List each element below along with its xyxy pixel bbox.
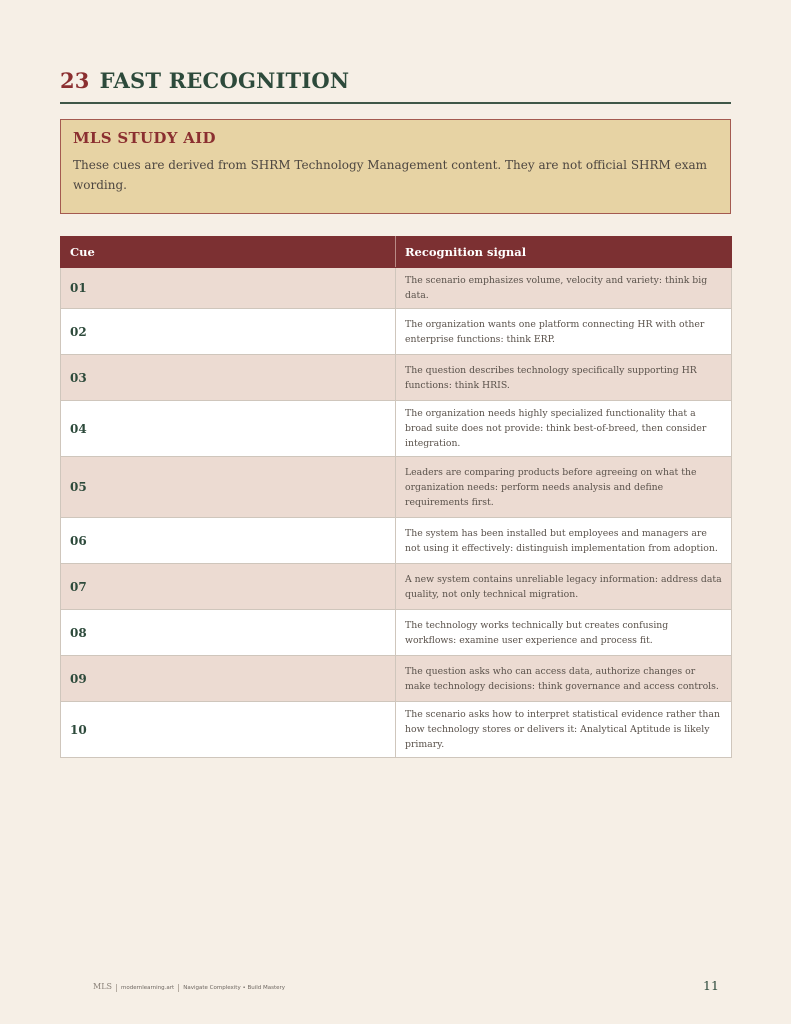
cue-number: 10 (61, 702, 396, 758)
recognition-table (60, 236, 732, 758)
study-aid-text: These cues are derived from SHRM Technology Management content. They are not official SHRM exam wording. (73, 158, 708, 192)
table-row (61, 401, 732, 457)
recognition-signal: The organization needs highly specialized functionality that a broad suite does not provide: think best-of-breed, then consider integration. (396, 401, 732, 457)
cue-number: 02 (61, 309, 396, 355)
table-row (61, 564, 732, 610)
cue-number: 05 (61, 457, 396, 518)
table-row (61, 610, 732, 656)
table-row (61, 355, 732, 401)
mls-logo: MLS (93, 982, 112, 991)
cue-number: 04 (61, 401, 396, 457)
recognition-signal: The question asks who can access data, authorize changes or make technology decisions: think governance and access controls. (396, 656, 732, 702)
table-row (61, 268, 732, 309)
footer-divider (116, 984, 117, 992)
study-aid-title: MLS STUDY AID (73, 129, 216, 147)
header-signal: Recognition signal (396, 237, 732, 268)
cue-number: 03 (61, 355, 396, 401)
table-row (61, 702, 732, 758)
study-aid-box (60, 119, 731, 214)
table-row (61, 309, 732, 355)
page-number: 11 (703, 978, 719, 993)
section-number: 23 (60, 68, 90, 93)
header-cue: Cue (61, 237, 396, 268)
recognition-signal: The scenario emphasizes volume, velocity and variety: think big data. (396, 268, 732, 309)
footer-tagline: Navigate Complexity • Build Mastery (183, 985, 286, 991)
table-header-row (61, 237, 732, 268)
footer-site: modernlearning.art (120, 985, 175, 991)
cue-number: 06 (61, 518, 396, 564)
recognition-signal: The scenario asks how to interpret statistical evidence rather than how technology stores or delivers it: Analytical Aptitude is likely primary. (396, 702, 732, 758)
footer-divider (178, 984, 179, 992)
recognition-signal: Leaders are comparing products before agreeing on what the organization needs: perform needs analysis and define requirements first. (396, 457, 732, 518)
cue-number: 01 (61, 268, 396, 309)
table-row (61, 656, 732, 702)
recognition-signal: A new system contains unreliable legacy information: address data quality, not only technical migration. (396, 564, 732, 610)
cue-number: 07 (61, 564, 396, 610)
recognition-signal: The system has been installed but employees and managers are not using it effectively: distinguish implementation from adoption. (396, 518, 732, 564)
cue-number: 08 (61, 610, 396, 656)
recognition-signal: The technology works technically but creates confusing workflows: examine user experience and process fit. (396, 610, 732, 656)
table-row (61, 457, 732, 518)
footer-brand (93, 982, 285, 992)
section-heading (60, 68, 349, 93)
heading-divider (60, 102, 731, 104)
section-title: FAST RECOGNITION (99, 68, 350, 93)
cue-number: 09 (61, 656, 396, 702)
table-row (61, 518, 732, 564)
recognition-signal: The organization wants one platform connecting HR with other enterprise functions: think ERP. (396, 309, 732, 355)
recognition-signal: The question describes technology specifically supporting HR functions: think HRIS. (396, 355, 732, 401)
